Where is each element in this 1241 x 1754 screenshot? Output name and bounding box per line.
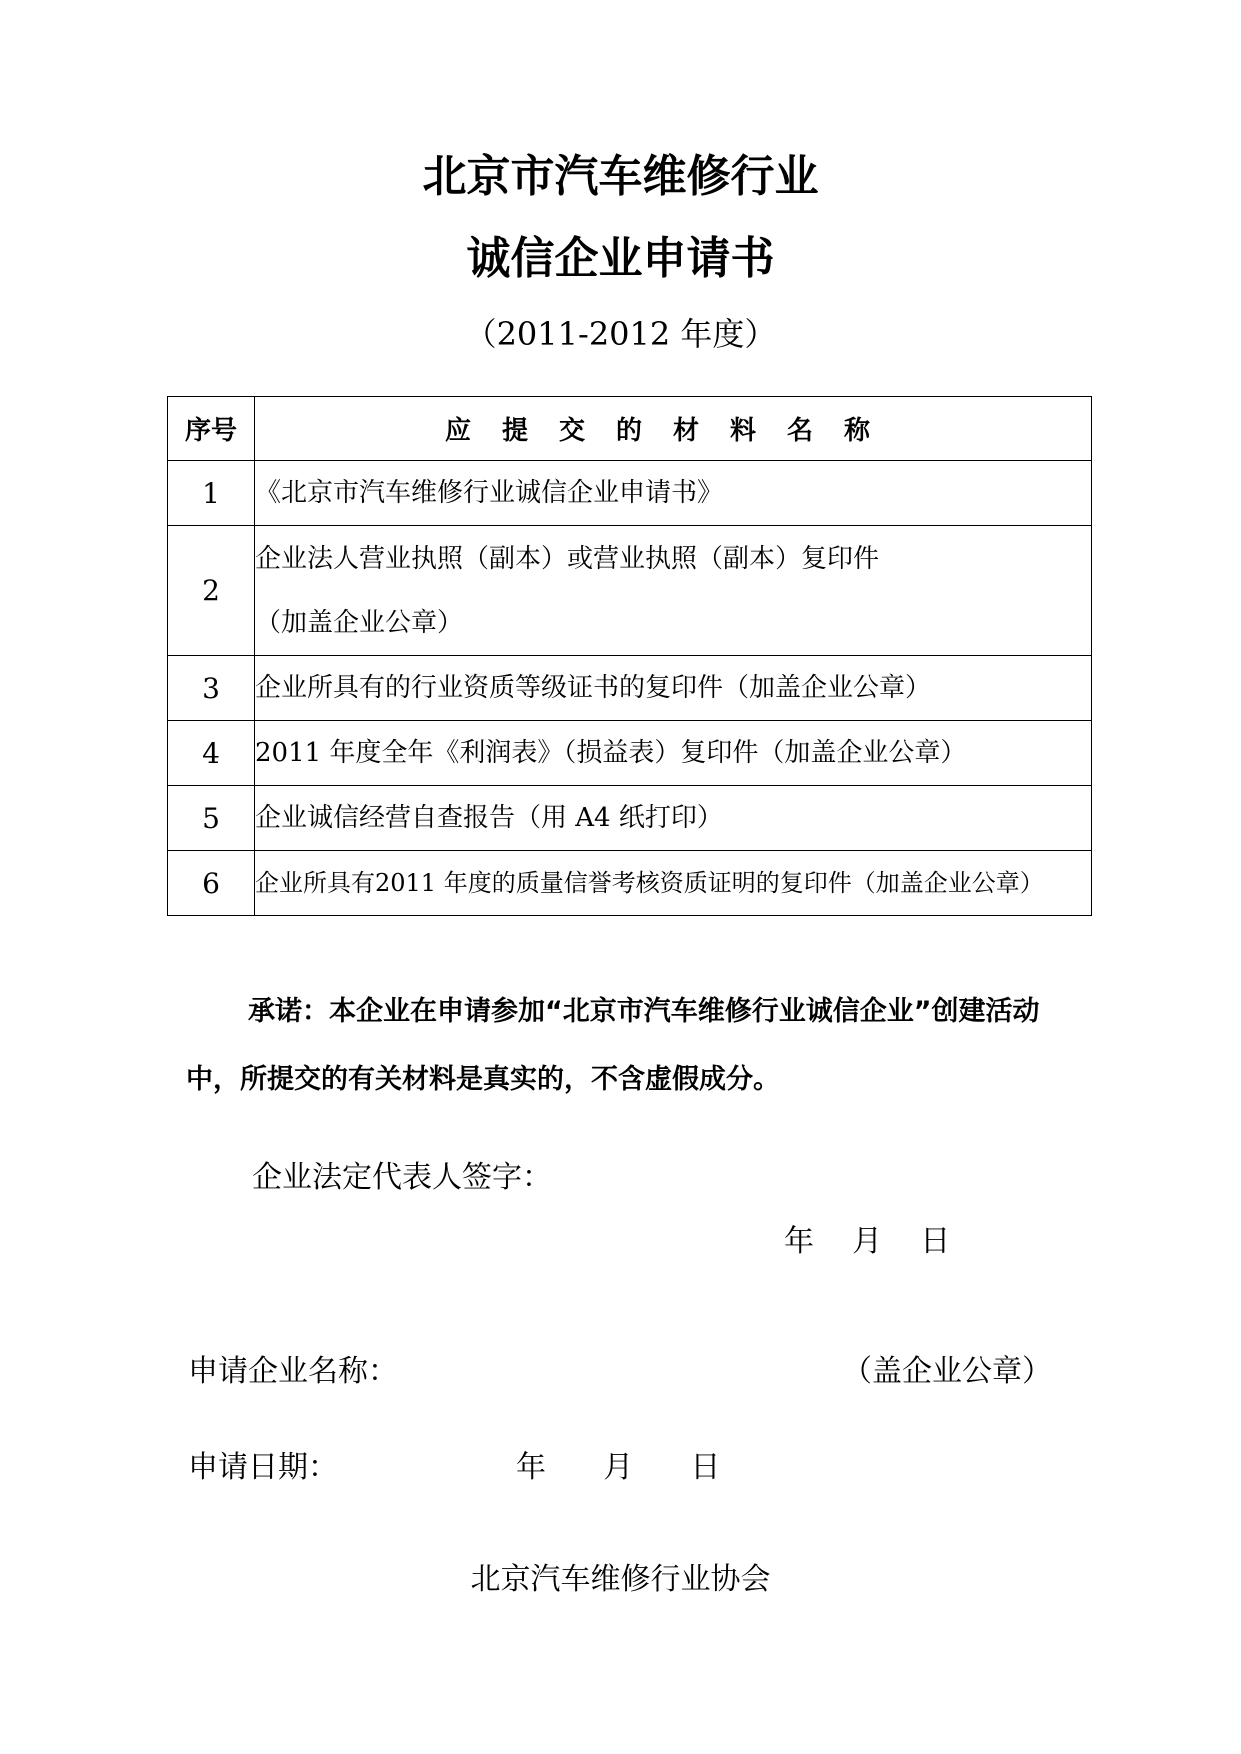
application-date: 年 月 日 [516,1450,721,1485]
material-name [255,851,1092,916]
materials-table [167,396,1092,916]
table-row [168,786,1092,851]
company-seal-note: （盖企业公章） [842,1354,1052,1389]
row-number: 6 [168,851,255,916]
application-date-label: 申请日期： [188,1450,338,1485]
issuing-association: 北京汽车维修行业协会 [470,1562,771,1597]
material-name [255,786,1092,851]
material-name [255,656,1092,721]
table-header-row [168,397,1092,461]
material-name-line: 企业法人营业执照（副本）或营业执照（副本）复印件 [255,543,880,574]
document-title-line2: 诚信企业申请书 [466,233,775,284]
material-name-line: 《北京市汽车维修行业诚信企业申请书》 [255,478,724,508]
document-title: 北京市汽车维修行业 [422,151,819,202]
table-row [168,656,1092,721]
table-row [168,461,1092,526]
material-name [255,526,1092,656]
material-name [255,721,1092,786]
material-name-line: 企业诚信经营自查报告（用 A4 纸打印） [255,803,723,833]
column-header-number: 序号 [168,397,255,461]
material-name [255,461,1092,526]
material-name-line: 企业所具有2011 年度的质量信誉考核资质证明的复印件（加盖企业公章） [255,869,1044,897]
row-number: 3 [168,656,255,721]
material-name-line: 企业所具有的行业资质等级证书的复印件（加盖企业公章） [255,673,932,703]
row-number: 2 [168,526,255,656]
row-number: 4 [168,721,255,786]
document-year: （2011-2012 年度） [464,315,777,353]
legal-representative-signature-label: 企业法定代表人签字： [252,1160,552,1195]
row-number: 5 [168,786,255,851]
material-name-line: （加盖企业公章） [255,607,464,638]
table-row [168,851,1092,916]
signature-date: 年 月 日 [784,1224,951,1259]
column-header-material: 应提交的材料名称 [255,397,1092,461]
table-row [168,526,1092,656]
pledge-statement: 承诺：本企业在申请参加“北京市汽车维修行业诚信企业”创建活动中，所提交的有关材料是真实的，不含虚假成分。 [186,996,1040,1095]
table-row [168,721,1092,786]
row-number: 1 [168,461,255,526]
applicant-company-label: 申请企业名称： [188,1354,398,1389]
material-name-line: 2011 年度全年《利润表》（损益表）复印件（加盖企业公章） [255,738,967,768]
